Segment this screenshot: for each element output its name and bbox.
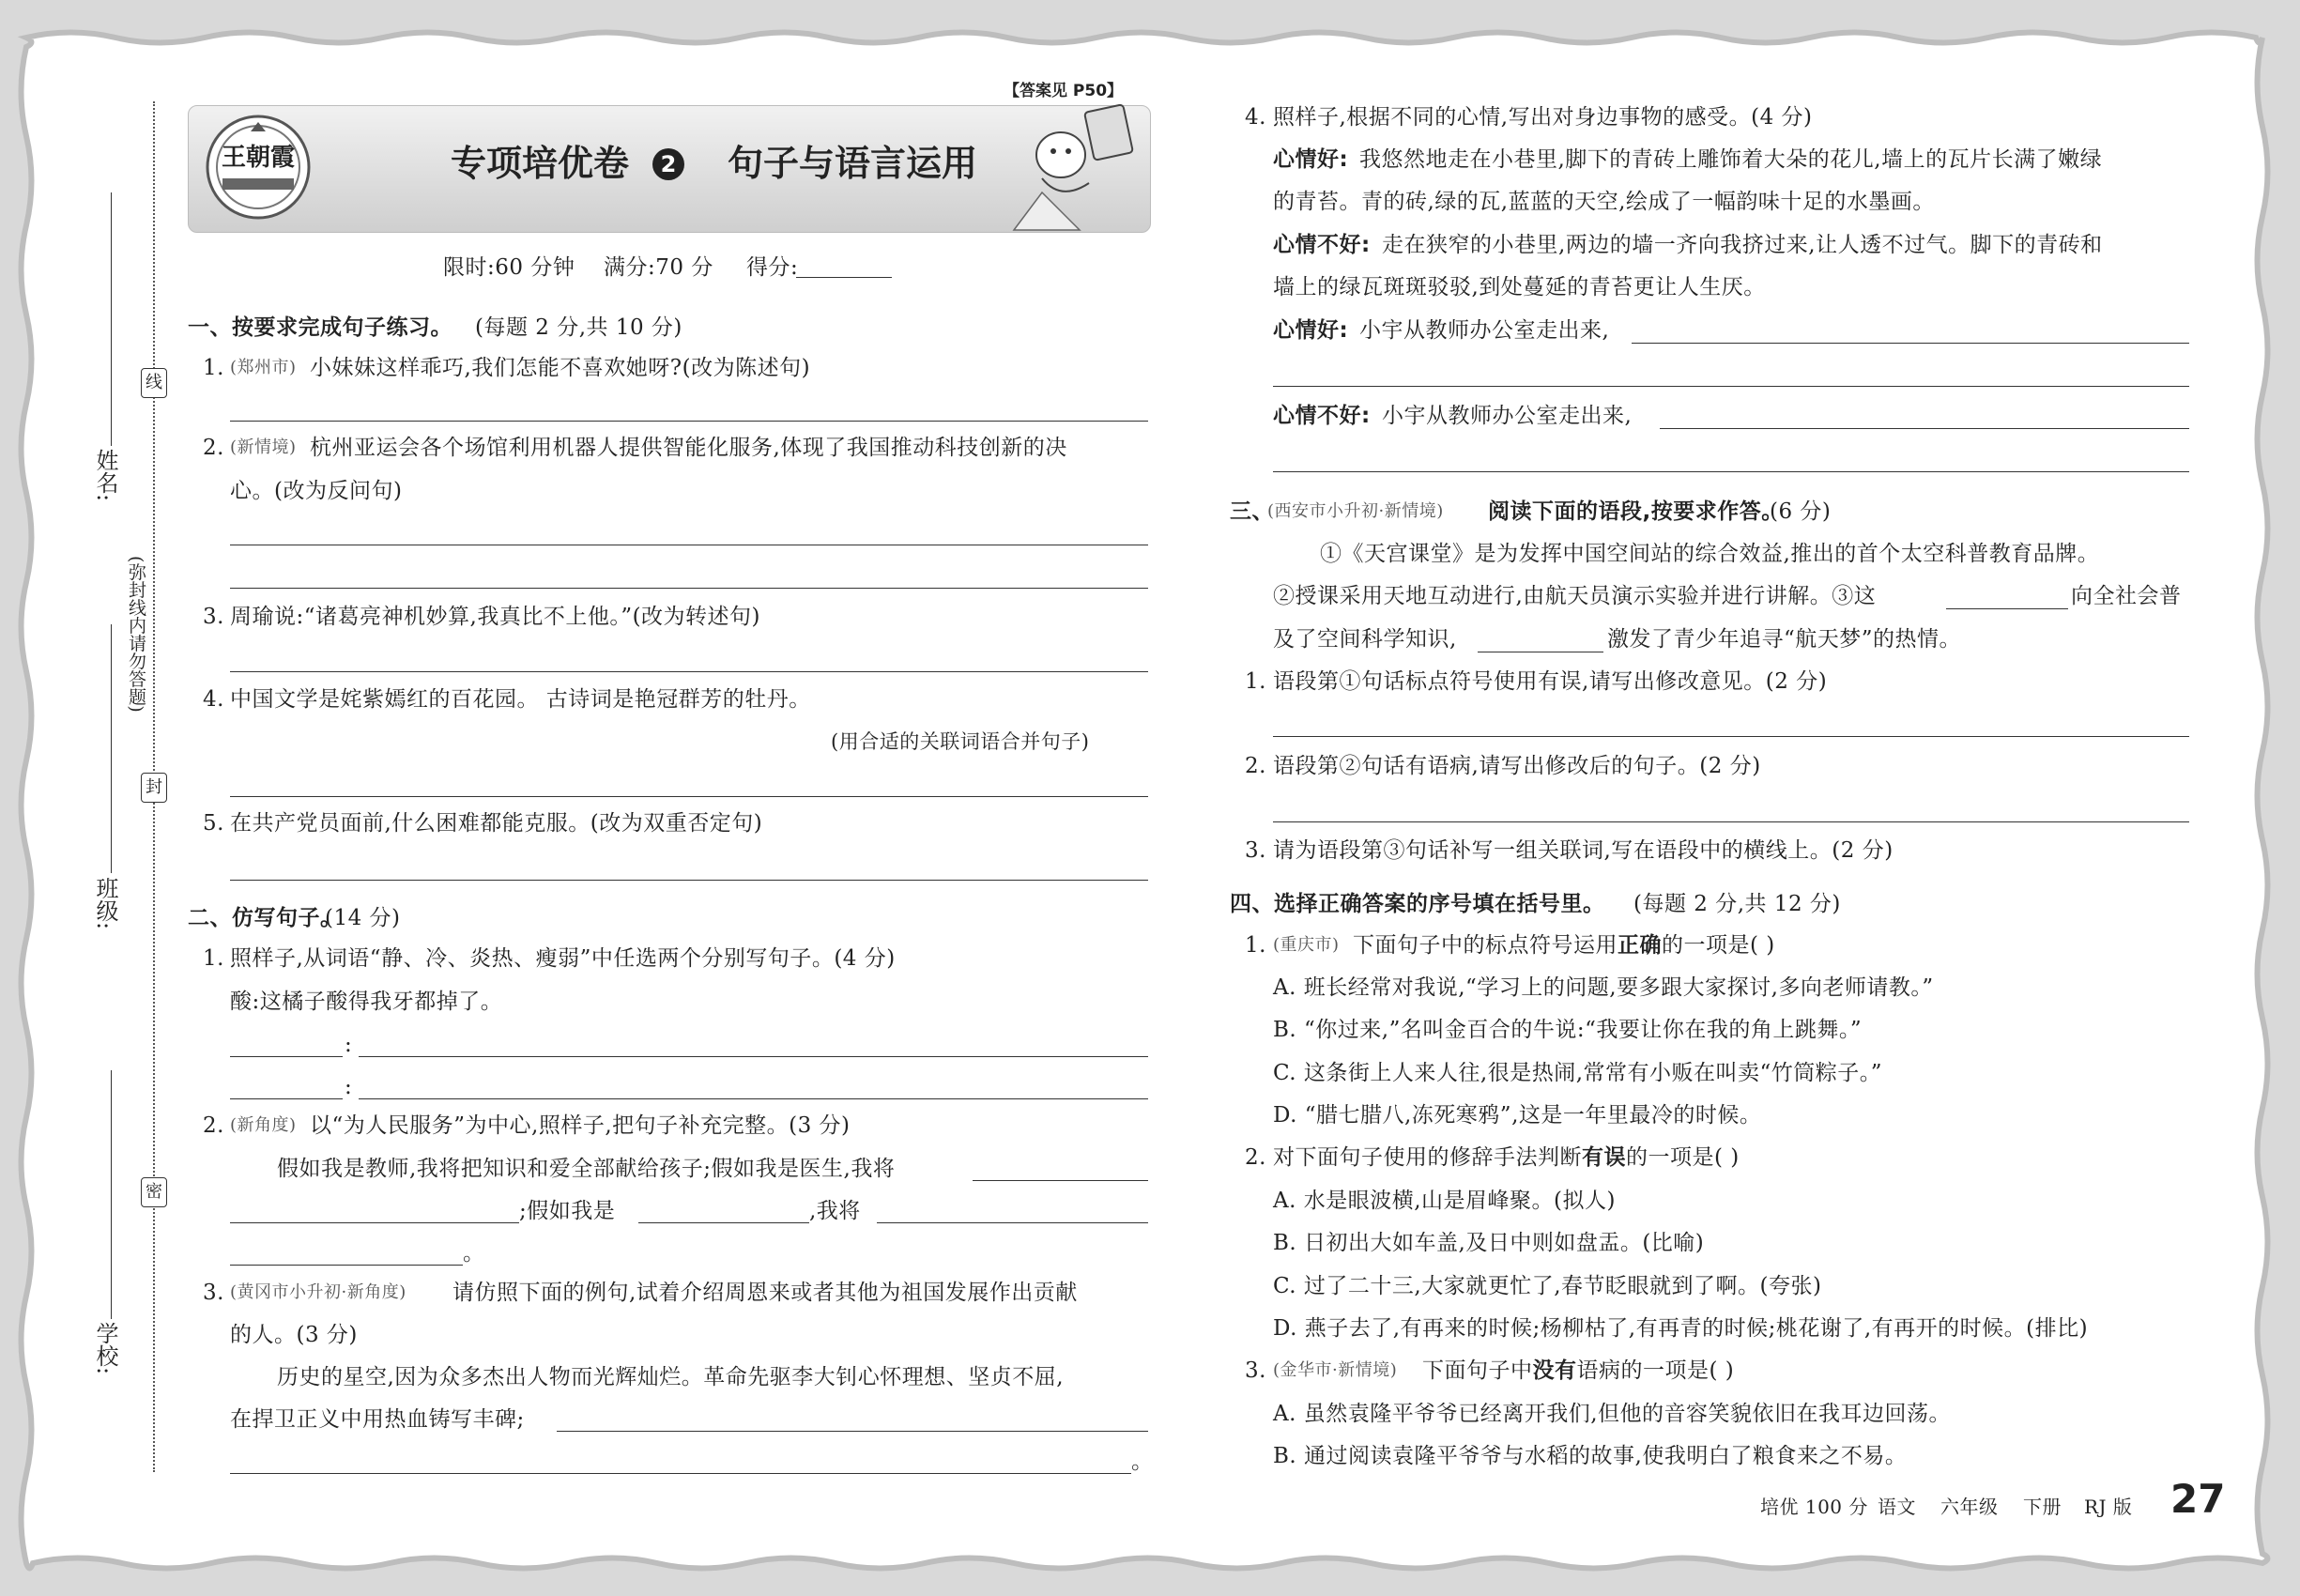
s2-q1-colon-2: :: [345, 1075, 353, 1099]
time-limit: 限时:60 分钟: [443, 255, 575, 280]
s2-score: (14 分): [325, 906, 401, 930]
s2-q2-blank-1[interactable]: [973, 1180, 1148, 1181]
school-line: [111, 1070, 112, 1319]
footer-edition: RJ 版: [2084, 1496, 2133, 1518]
s4-q2-text-a: 对下面句子使用的修辞手法判断: [1273, 1145, 1582, 1170]
s4-q3-emphasis: 没有: [1532, 1358, 1577, 1383]
s4-q2-option-b[interactable]: B. 日初出大如车盖,及日中则如盘盂。(比喻): [1273, 1231, 1705, 1255]
r-q4-bad-line-1[interactable]: [1660, 428, 2189, 429]
s3-para-3a: 及了空间科学知识,: [1273, 627, 1457, 652]
r-q4-good-label: 心情好:: [1273, 147, 1349, 172]
s1-q1-answer-line[interactable]: [230, 421, 1148, 422]
r-q4-good-label-2: 心情好:: [1273, 318, 1349, 343]
s2-heading: 二、仿写句子。: [188, 906, 343, 930]
r-q4-good-text-1: 我悠然地走在小巷里,脚下的青砖上雕饰着大朵的花儿,墙上的瓦片长满了嫩绿: [1359, 147, 2103, 172]
s1-heading: 一、按要求完成句子练习。: [188, 315, 452, 340]
s4-q1-option-d[interactable]: D. “腊七腊八,冻死寒鸦”,这是一年里最冷的时候。: [1273, 1103, 1762, 1128]
s4-q2-text-b: 的一项是( ): [1626, 1145, 1740, 1170]
cartoon-icon: [986, 89, 1155, 235]
s1-q5-answer-line[interactable]: [230, 880, 1148, 881]
s3-blank-1[interactable]: [1946, 608, 2068, 609]
r-q4-bad-label: 心情不好:: [1273, 233, 1371, 257]
s2-q3-end: 。: [1131, 1450, 1154, 1474]
s4-q1-text: [1353, 931, 1775, 959]
s4-q3-option-b[interactable]: B. 通过阅读袁隆平爷爷与水稻的故事,使我明白了粮食来之不易。: [1273, 1444, 1908, 1468]
s3-q2-number: 2.: [1245, 754, 1266, 778]
s1-q1-source: (郑州市): [230, 358, 297, 377]
footer-subject: 语文: [1878, 1496, 1916, 1518]
s2-q2-mid-text-2: ,我将: [809, 1199, 861, 1223]
s1-q4-note: (用合适的关联词语合并句子): [831, 730, 1090, 753]
s1-q3-text: 周瑜说:“诸葛亮神机妙算,我真比不上他。”(改为转述句): [230, 605, 761, 629]
footer-book: 培优 100 分: [1760, 1496, 1868, 1518]
s2-q2-line-text: 假如我是教师,我将把知识和爱全部献给孩子;假如我是医生,我将: [277, 1157, 896, 1181]
s2-q3-text: 请仿照下面的例句,试着介绍周恩来或者其他为祖国发展作出贡献: [452, 1281, 1078, 1305]
seal-char: 封: [141, 773, 167, 803]
s4-q3-text-b: 语病的一项是( ): [1576, 1358, 1735, 1383]
s2-q3-example-1: 历史的星空,因为众多杰出人物而光辉灿烂。革命先驱李大钊心怀理想、坚贞不屈,: [277, 1365, 1065, 1389]
s2-q2-number: 2.: [203, 1113, 224, 1138]
r-q4-bad-text-1: 走在狭窄的小巷里,两边的墙一齐向我挤过来,让人透不过气。脚下的青砖和: [1382, 233, 2103, 257]
s3-heading: 阅读下面的语段,按要求作答。: [1488, 499, 1784, 524]
s4-q1-source: (重庆市): [1273, 935, 1340, 955]
s4-q1-number: 1.: [1245, 933, 1266, 958]
s4-score: (每题 2 分,共 12 分): [1633, 892, 1841, 916]
s1-q5-text: 在共产党员面前,什么困难都能克服。(改为双重否定句): [230, 811, 763, 836]
s4-q1-option-c[interactable]: C. 这条街上人来人往,很是热闹,常常有小贩在叫卖“竹筒粽子。”: [1273, 1061, 1883, 1085]
r-q4-bad-label-2: 心情不好:: [1273, 404, 1371, 428]
s2-q3-source: (黄冈市小升初·新角度): [230, 1282, 406, 1302]
s2-q3-number: 3.: [203, 1281, 224, 1305]
s4-q3-source: (金华市·新情境): [1273, 1360, 1398, 1380]
s1-q4-number: 4.: [203, 687, 224, 712]
s3-source: (西安市小升初·新情境): [1267, 501, 1444, 521]
s1-q2-text: 杭州亚运会各个场馆利用机器人提供智能化服务,体现了我国推动科技创新的决: [310, 436, 1067, 460]
r-q4-bad-text-2: 墙上的绿瓦斑斑驳驳,到处蔓延的青苔更让人生厌。: [1273, 275, 1766, 299]
s4-q1-option-a[interactable]: A. 班长经常对我说,“学习上的问题,要多跟大家探讨,多向老师请教。”: [1273, 975, 1934, 1000]
dense-char: 密: [141, 1177, 167, 1207]
s1-q4-answer-line[interactable]: [230, 796, 1148, 797]
s2-q1-number: 1.: [203, 946, 224, 971]
s2-q1-word-line-1[interactable]: [230, 1056, 343, 1057]
s3-para-3b: 激发了青少年追寻“航天梦”的热情。: [1607, 627, 1962, 652]
s3-para-1: ①《天宫课堂》是为发挥中国空间站的综合效益,推出的首个太空科普教育品牌。: [1320, 542, 2100, 566]
s2-q2-blank-2[interactable]: [230, 1222, 519, 1223]
s1-q4-text: 中国文学是姹紫嫣红的百花园。 古诗词是艳冠群芳的牡丹。: [230, 687, 811, 712]
line-seal-char: 线: [141, 368, 167, 398]
s2-q2-blank-4[interactable]: [877, 1222, 1148, 1223]
s2-q3-example-2: 在捍卫正义中用热血铸写丰碑;: [230, 1407, 525, 1432]
s3-q3-number: 3.: [1245, 838, 1266, 863]
page-subtitle: 句子与语言运用: [728, 143, 978, 184]
s4-q2-number: 2.: [1245, 1145, 1266, 1170]
s1-q5-number: 5.: [203, 811, 224, 836]
s3-para-2a: ②授课采用天地互动进行,由航天员演示实验并进行讲解。③这: [1273, 584, 1877, 608]
school-label: 学校:: [92, 1322, 118, 1375]
name-line: [111, 192, 112, 446]
s4-q3-text: [1422, 1357, 1734, 1385]
r-q4-good-prompt: 小宇从教师办公室走出来,: [1359, 318, 1610, 343]
s2-q3-answer-line-2[interactable]: [230, 1473, 1131, 1474]
s1-q1-number: 1.: [203, 356, 224, 380]
s3-q3-text: 请为语段第③句话补写一组关联词,写在语段中的横线上。(2 分): [1273, 838, 1894, 863]
s2-q1-sentence-line-2[interactable]: [359, 1098, 1148, 1099]
s4-q2-option-d[interactable]: D. 燕子去了,有再来的时候;杨柳枯了,有再青的时候;桃花谢了,有再开的时候。(排比): [1273, 1316, 2089, 1341]
footer-grade: 六年级: [1940, 1496, 1999, 1518]
name-label: 姓名:: [92, 449, 118, 502]
s1-q2-number: 2.: [203, 436, 224, 460]
s3-q2-answer-line[interactable]: [1273, 821, 2189, 822]
answer-ref: 【答案见 P50】: [998, 81, 1128, 101]
logo-text: 王朝霞: [222, 144, 296, 172]
s3-q2-text: 语段第②句话有语病,请写出修改后的句子。(2 分): [1273, 754, 1761, 778]
r-q4-number: 4.: [1245, 105, 1266, 130]
r-q4-bad-line-2[interactable]: [1273, 471, 2189, 472]
s3-heading-prefix: 三、: [1230, 499, 1274, 524]
s4-heading: 四、选择正确答案的序号填在括号里。: [1230, 892, 1605, 916]
s3-score: (6 分): [1770, 499, 1832, 524]
s1-score: (每题 2 分,共 10 分): [475, 315, 682, 340]
r-q4-good-line-2[interactable]: [1273, 386, 2189, 387]
class-label: 班级:: [92, 877, 118, 930]
score-label: 得分:: [746, 255, 799, 280]
s2-q1-colon-1: :: [345, 1033, 353, 1057]
s3-q1-text: 语段第①句话标点符号使用有误,请写出修改意见。(2 分): [1273, 669, 1828, 694]
s1-q1-text: 小妹妹这样乖巧,我们怎能不喜欢她呀?(改为陈述句): [310, 356, 811, 380]
s4-q2-option-c[interactable]: C. 过了二十三,大家就更忙了,春节眨眼就到了啊。(夸张): [1273, 1274, 1822, 1298]
s4-q2-option-a[interactable]: A. 水是眼波横,山是眉峰聚。(拟人): [1273, 1189, 1616, 1213]
s4-q3-number: 3.: [1245, 1358, 1266, 1383]
r-q4-good-text-2: 的青苔。青的砖,绿的瓦,蓝蓝的天空,绘成了一幅韵味十足的水墨画。: [1273, 190, 1935, 214]
s3-q1-number: 1.: [1245, 669, 1266, 694]
s2-q3-answer-line-1[interactable]: [557, 1431, 1148, 1432]
title-number-badge: 2: [652, 148, 684, 180]
r-q4-text: 照样子,根据不同的心情,写出对身边事物的感受。(4 分): [1273, 105, 1813, 130]
s2-q1-sentence-line-1[interactable]: [359, 1056, 1148, 1057]
s3-q1-answer-line[interactable]: [1273, 736, 2189, 737]
page-number: 27: [2170, 1476, 2226, 1522]
binding-notice: (弥封线内请勿答题): [126, 556, 146, 713]
r-q4-bad-prompt: 小宇从教师办公室走出来,: [1382, 404, 1633, 428]
page-title: 专项培优卷: [451, 143, 630, 184]
s1-q3-answer-line[interactable]: [230, 671, 1148, 672]
s1-q2-answer-line-2[interactable]: [230, 588, 1148, 589]
s2-q2-blank-3[interactable]: [638, 1222, 809, 1223]
s4-q3-option-a[interactable]: A. 虽然袁隆平爷爷已经离开我们,但他的音容笑貌依旧在我耳边回荡。: [1273, 1402, 1952, 1426]
s1-q2-text-cont: 心。(改为反问句): [230, 479, 403, 503]
s2-q3-text-cont: 的人。(3 分): [230, 1323, 358, 1347]
s2-q2-end: 。: [463, 1241, 485, 1266]
s2-q1-word-line-2[interactable]: [230, 1098, 343, 1099]
full-score: 满分:70 分: [604, 255, 713, 280]
s1-q3-number: 3.: [203, 605, 224, 629]
s4-q1-text-a: 下面句子中的标点符号运用: [1353, 933, 1618, 958]
footer-volume: 下册: [2023, 1496, 2062, 1518]
class-line: [111, 624, 112, 873]
r-q4-good-line-1[interactable]: [1632, 343, 2189, 344]
s2-q2-text: 以“为人民服务”为中心,照样子,把句子补充完整。(3 分): [310, 1113, 851, 1138]
s2-q1-text: 照样子,从词语“静、冷、炎热、瘦弱”中任选两个分别写句子。(4 分): [230, 946, 896, 971]
s2-q2-source: (新角度): [230, 1115, 297, 1135]
s2-q1-example: 酸:这橘子酸得我牙都掉了。: [230, 990, 503, 1014]
s1-q2-source: (新情境): [230, 437, 297, 457]
s4-q3-text-a: 下面句子中: [1422, 1358, 1533, 1383]
score-input-line[interactable]: [796, 277, 892, 278]
s4-q1-option-b[interactable]: B. “你过来,”名叫金百合的牛说:“我要让你在我的角上跳舞。”: [1273, 1018, 1863, 1042]
s2-q2-mid-text-1: ;假如我是: [519, 1199, 616, 1223]
s4-q1-emphasis: 正确: [1618, 933, 1662, 958]
s3-para-2b: 向全社会普: [2071, 584, 2182, 608]
s4-q2-text: [1273, 1143, 1740, 1172]
s2-q2-blank-5[interactable]: [230, 1265, 463, 1266]
s4-q1-text-b: 的一项是( ): [1662, 933, 1775, 958]
s4-q2-emphasis: 有误: [1582, 1145, 1626, 1170]
